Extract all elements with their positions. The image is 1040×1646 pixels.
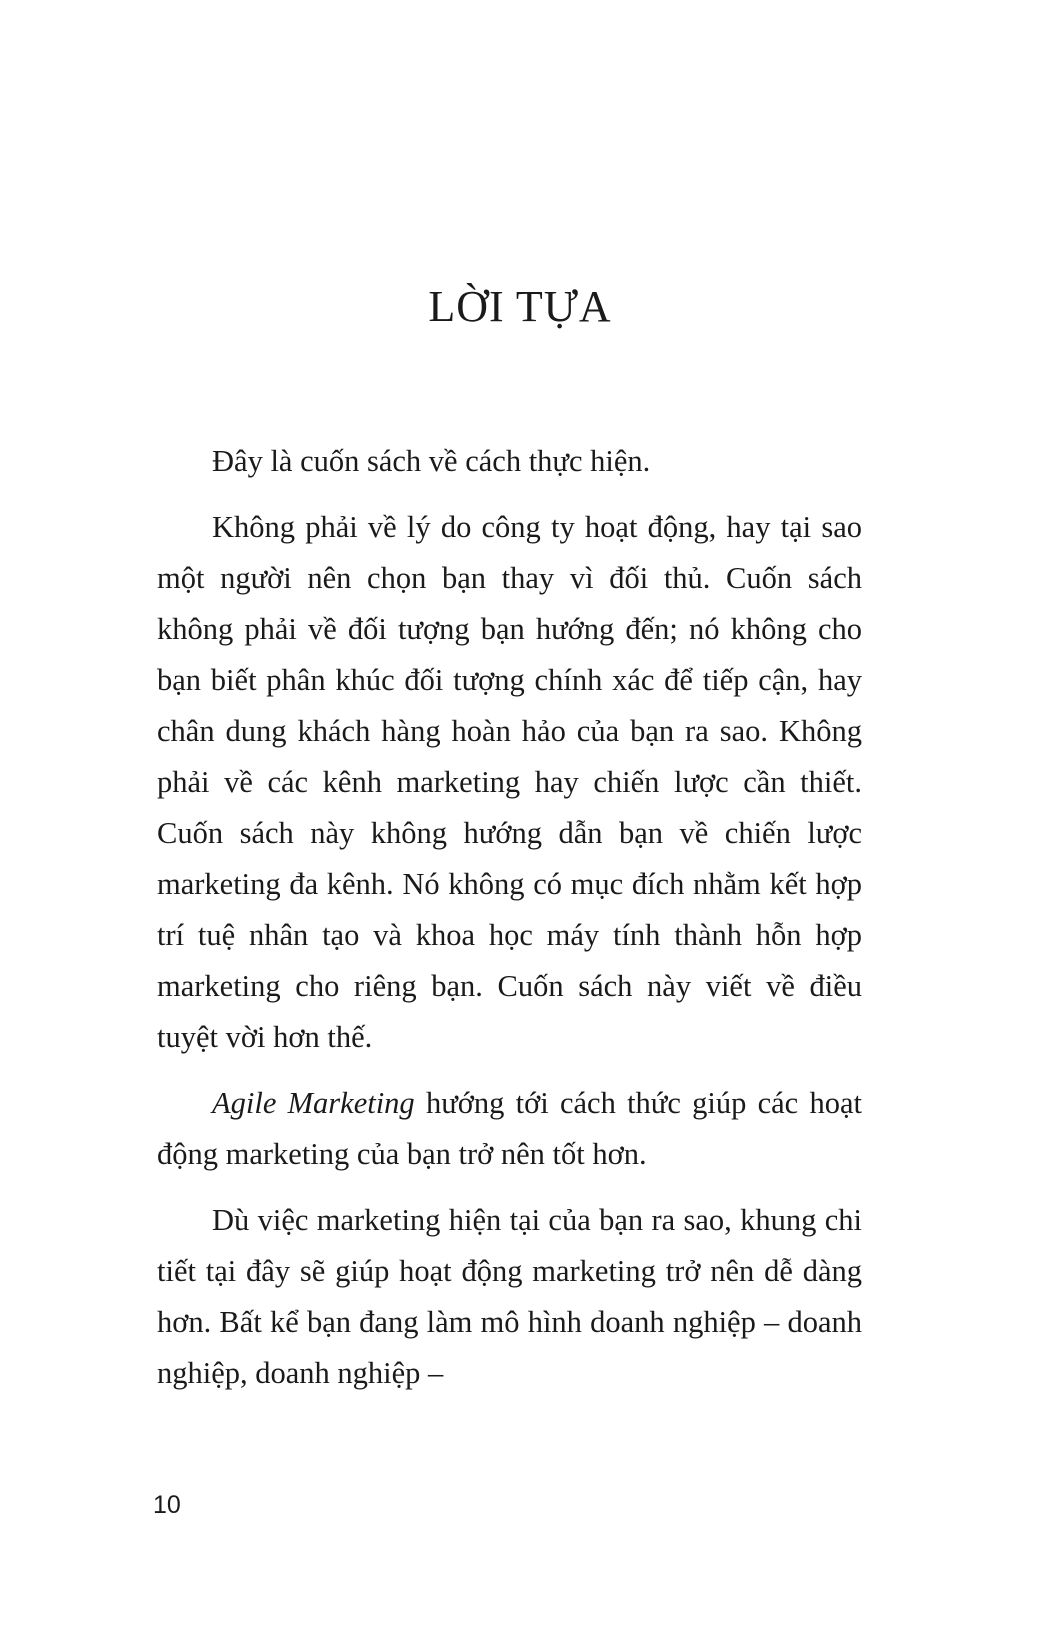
paragraph-framework: Dù việc marketing hiện tại của bạn ra sao, khung chi tiết tại đây sẽ giúp hoạt động marketing trở nên dễ dàng hơn. Bất kể bạn đang làm mô hình doanh nghiệp – doanh nghiệp, doanh nghiệp – <box>157 1203 862 1390</box>
paragraph-agile-marketing <box>157 1078 862 1180</box>
paragraph-agile-marketing-text: hướng tới cách thức giúp các hoạt động marketing của bạn trở nên tốt hơn. <box>157 1086 862 1171</box>
body-text <box>157 436 862 1414</box>
paragraph-intro: Đây là cuốn sách về cách thực hiện. <box>212 444 651 478</box>
page-number: 10 <box>153 1491 181 1519</box>
chapter-title: LỜI TỰA <box>428 282 612 331</box>
paragraph-not-about: Không phải về lý do công ty hoạt động, hay tại sao một người nên chọn bạn thay vì đối thủ. Cuốn sách không phải về đối tượng bạn hướng đến; nó không cho bạn biết phân khúc đối tượng chính xác để tiếp cận, hay chân dung khách hàng hoàn hảo của bạn ra sao. Không phải về các kênh marketing hay chiến lược cần thiết. Cuốn sách này không hướng dẫn bạn về chiến lược marketing đa kênh. Nó không có mục đích nhằm kết hợp trí tuệ nhân tạo và khoa học máy tính thành hỗn hợp marketing cho riêng bạn. Cuốn sách này viết về điều tuyệt vời hơn thế. <box>157 510 862 1054</box>
book-title-emphasis: Agile Marketing <box>212 1086 415 1120</box>
